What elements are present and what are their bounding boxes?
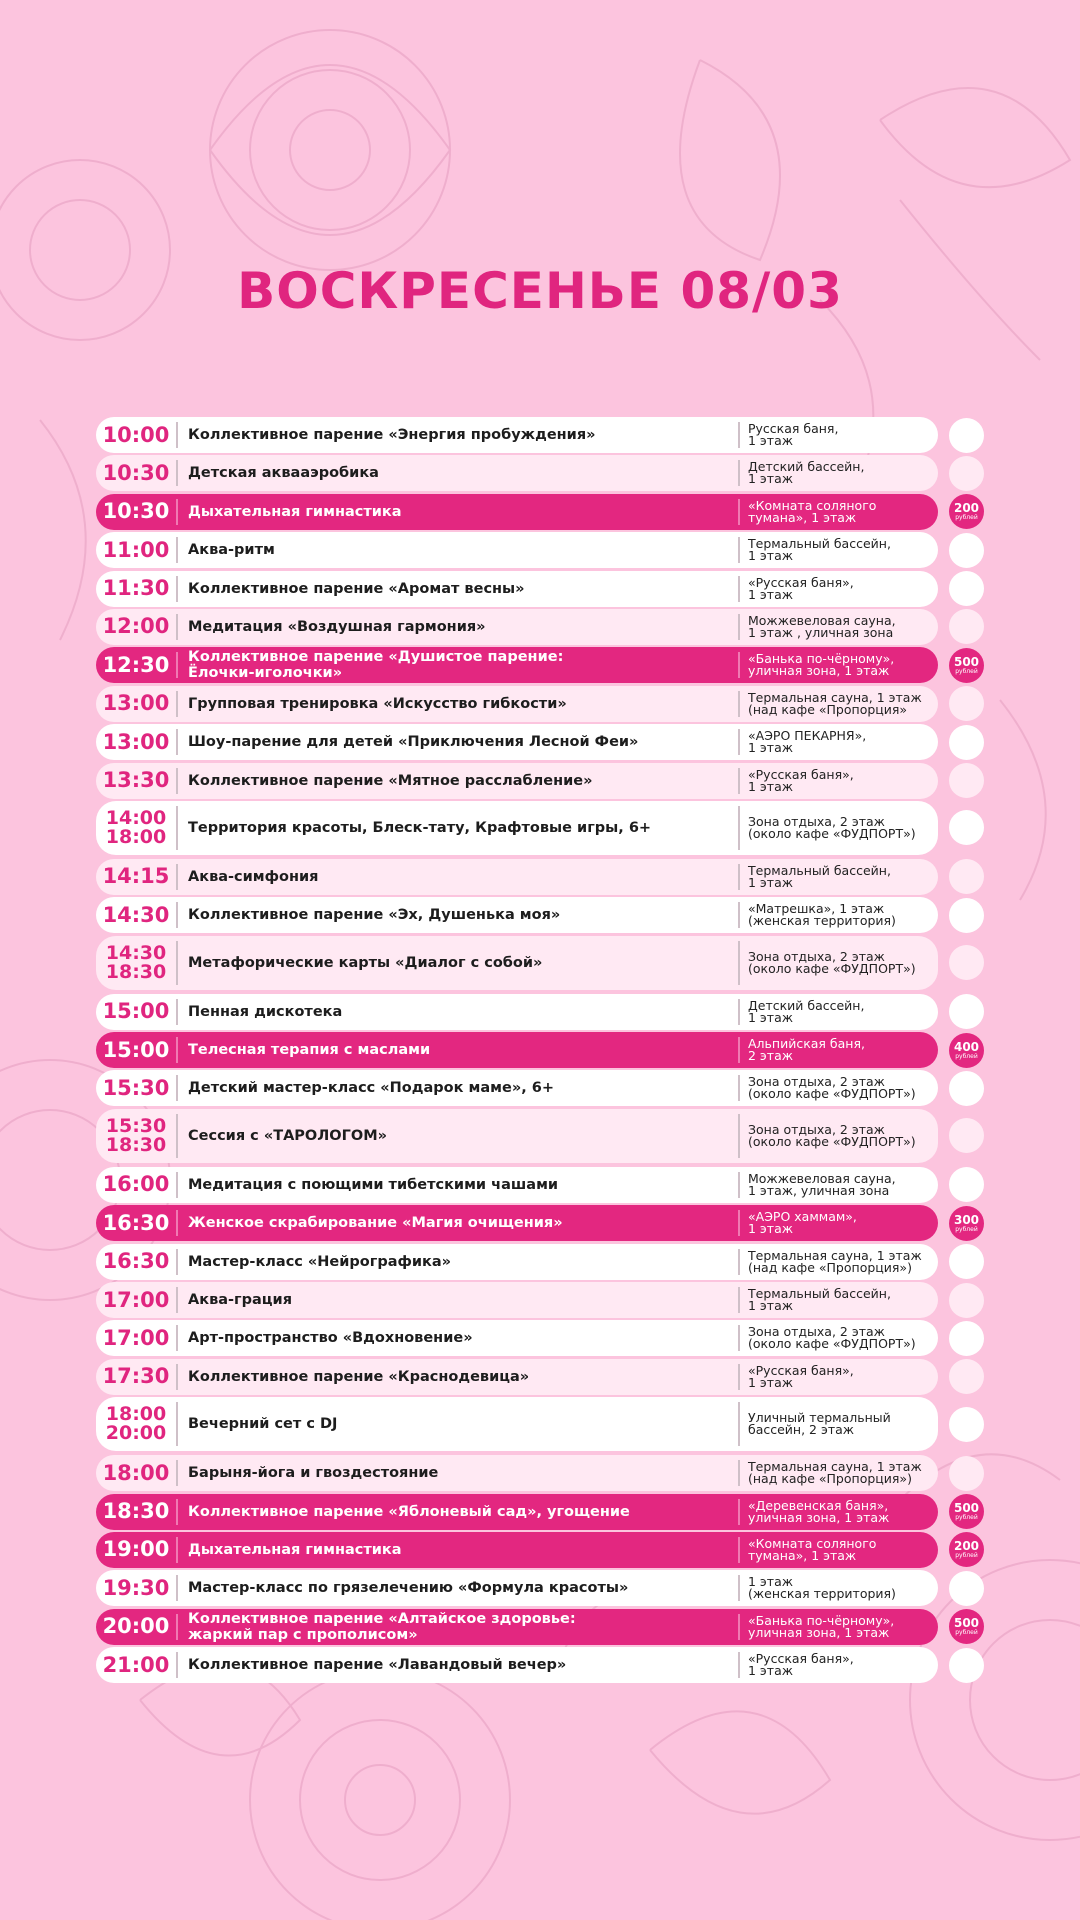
price-badge-empty	[949, 1118, 984, 1153]
event-name: Метафорические карты «Диалог с собой»	[188, 954, 543, 971]
price-badge-empty	[949, 418, 984, 453]
schedule-row	[96, 1396, 984, 1454]
event-time: 15:00	[102, 1037, 170, 1062]
schedule-list	[96, 416, 984, 1685]
price-badge-empty	[949, 1244, 984, 1279]
price-value: 200	[953, 1539, 980, 1554]
event-name: Сессия с «ТАРОЛОГОМ»	[188, 1127, 387, 1144]
schedule-row-bar	[96, 936, 938, 990]
price-badge	[949, 648, 984, 683]
event-location: Детский бассейн, 1 этаж	[748, 997, 865, 1025]
event-time: 10:30	[102, 499, 170, 524]
event-time: 18:00	[102, 1460, 170, 1485]
event-name: Медитация с поющими тибетскими чашами	[188, 1176, 559, 1193]
schedule-row	[96, 723, 984, 761]
price-currency: рублей	[955, 1225, 978, 1233]
event-name: Телесная терапия с маслами	[188, 1042, 431, 1059]
price-value: 500	[953, 1501, 980, 1516]
price-badge-empty	[949, 945, 984, 980]
price-badge-empty	[949, 609, 984, 644]
event-location: Термальная сауна, 1 этаж (над кафе «Пропорция»)	[748, 1247, 922, 1275]
event-time: 15:30 18:30	[105, 1114, 167, 1156]
page-title: ВОСКРЕСЕНЬЕ 08/03	[237, 262, 843, 320]
event-name: Коллективное парение «Яблоневый сад», угощение	[188, 1503, 630, 1520]
event-time: 14:15	[102, 864, 170, 889]
price-currency: рублей	[955, 1514, 978, 1522]
schedule-row	[96, 1531, 984, 1569]
event-location: «Банька по-чёрному», уличная зона, 1 этаж	[748, 651, 895, 679]
event-location: Детский бассейн, 1 этаж	[748, 459, 865, 487]
schedule-row-bar	[96, 1205, 938, 1241]
event-time: 18:30	[102, 1499, 170, 1524]
event-location: Зона отдыха, 2 этаж (около кафе «ФУДПОРТ»)	[748, 948, 916, 976]
price-badge-empty	[949, 1456, 984, 1491]
event-location: Зона отдыха, 2 этаж (около кафе «ФУДПОРТ»)	[748, 1324, 916, 1352]
schedule-row-bar	[96, 647, 938, 683]
price-badge	[949, 1033, 984, 1068]
event-time: 10:00	[102, 422, 170, 447]
price-badge-empty	[949, 725, 984, 760]
event-location: «Русская баня», 1 этаж	[748, 1651, 854, 1679]
schedule-row	[96, 608, 984, 646]
schedule-row	[96, 1166, 984, 1204]
event-location: Можжевеловая сауна, 1 этаж, уличная зона	[748, 1170, 896, 1198]
price-badge-empty	[949, 898, 984, 933]
event-location: Альпийская баня, 2 этаж	[748, 1036, 865, 1064]
price-badge-empty	[949, 1407, 984, 1442]
event-location: «Банька по-чёрному», уличная зона, 1 этаж	[748, 1612, 895, 1640]
event-time: 19:00	[102, 1537, 170, 1562]
schedule-row-bar	[96, 1397, 938, 1451]
schedule-row-bar	[96, 1070, 938, 1106]
event-location: «Комната соляного тумана», 1 этаж	[748, 497, 877, 525]
event-time: 10:30	[102, 460, 170, 485]
price-badge	[949, 1494, 984, 1529]
price-badge-empty	[949, 763, 984, 798]
schedule-row-bar	[96, 1032, 938, 1068]
price-badge-empty	[949, 571, 984, 606]
schedule-row-bar	[96, 1647, 938, 1683]
price-currency: рублей	[955, 1552, 978, 1560]
event-location: Термальный бассейн, 1 этаж	[748, 862, 891, 890]
event-name: Детский мастер-класс «Подарок маме», 6+	[188, 1080, 554, 1097]
event-name: Территория красоты, Блеск-тату, Крафтовые игры, 6+	[188, 819, 652, 836]
schedule-row	[96, 493, 984, 531]
event-name: Аква-симфония	[188, 868, 319, 885]
event-location: Термальный бассейн, 1 этаж	[748, 1286, 891, 1314]
price-value: 200	[953, 501, 980, 516]
event-time: 20:00	[102, 1614, 170, 1639]
event-time: 18:00 20:00	[105, 1403, 167, 1445]
schedule-row	[96, 570, 984, 608]
schedule-row-bar	[96, 1494, 938, 1530]
schedule-row-bar	[96, 1609, 938, 1645]
event-name: Коллективное парение «Алтайское здоровье: жаркий пар с прополисом»	[188, 1610, 576, 1643]
event-time: 13:00	[102, 729, 170, 754]
event-time: 13:00	[102, 691, 170, 716]
schedule-row	[96, 1608, 984, 1646]
schedule-row-bar	[96, 417, 938, 453]
event-location: Зона отдыха, 2 этаж (около кафе «ФУДПОРТ»)	[748, 813, 916, 841]
schedule-row-bar	[96, 1167, 938, 1203]
event-name: Арт-пространство «Вдохновение»	[188, 1330, 473, 1347]
price-badge-empty	[949, 859, 984, 894]
schedule-row	[96, 1281, 984, 1319]
event-location: Можжевеловая сауна, 1 этаж , уличная зона	[748, 612, 896, 640]
price-badge-empty	[949, 1071, 984, 1106]
event-name: Вечерний сет с DJ	[188, 1416, 338, 1433]
event-name: Коллективное парение «Эх, Душенька моя»	[188, 907, 561, 924]
event-location: «АЭРО ПЕКАРНЯ», 1 этаж	[748, 728, 867, 756]
schedule-row	[96, 1319, 984, 1357]
event-name: Коллективное парение «Мятное расслабление»	[188, 772, 593, 789]
schedule-row-bar	[96, 1244, 938, 1280]
price-badge	[949, 494, 984, 529]
price-badge	[949, 1206, 984, 1241]
price-badge-empty	[949, 686, 984, 721]
schedule-row	[96, 1493, 984, 1531]
price-badge-empty	[949, 1648, 984, 1683]
price-currency: рублей	[955, 1052, 978, 1060]
schedule-row-bar	[96, 1532, 938, 1568]
price-badge-empty	[949, 810, 984, 845]
price-value: 500	[953, 1616, 980, 1631]
schedule-row	[96, 1069, 984, 1107]
event-time: 11:00	[102, 537, 170, 562]
schedule-row-bar	[96, 571, 938, 607]
price-badge	[949, 1609, 984, 1644]
price-badge-empty	[949, 1321, 984, 1356]
schedule-row-bar	[96, 763, 938, 799]
event-name: Дыхательная гимнастика	[188, 503, 402, 520]
schedule-row	[96, 858, 984, 896]
event-time: 16:30	[102, 1249, 170, 1274]
event-name: Групповая тренировка «Искусство гибкости»	[188, 695, 567, 712]
schedule-row-bar	[96, 724, 938, 760]
event-time: 16:30	[102, 1210, 170, 1235]
event-name: Медитация «Воздушная гармония»	[188, 618, 486, 635]
schedule-row	[96, 762, 984, 800]
event-location: Термальная сауна, 1 этаж (над кафе «Пропорция»	[748, 689, 922, 717]
schedule-row-bar	[96, 494, 938, 530]
event-time: 17:30	[102, 1364, 170, 1389]
price-badge-empty	[949, 1283, 984, 1318]
price-badge	[949, 1532, 984, 1567]
schedule-row-bar	[96, 994, 938, 1030]
event-name: Коллективное парение «Энергия пробуждения»	[188, 427, 596, 443]
event-time: 14:30	[102, 902, 170, 927]
schedule-row	[96, 1569, 984, 1607]
price-currency: рублей	[955, 667, 978, 675]
schedule-row-bar	[96, 609, 938, 645]
event-location: «Русская баня», 1 этаж	[748, 574, 854, 602]
event-location: 1 этаж (женская территория)	[748, 1574, 896, 1602]
event-location: Зона отдыха, 2 этаж (около кафе «ФУДПОРТ»)	[748, 1121, 916, 1149]
event-name: Коллективное парение «Лавандовый вечер»	[188, 1657, 567, 1674]
price-badge-empty	[949, 1167, 984, 1202]
schedule-row	[96, 1243, 984, 1281]
schedule-row-bar	[96, 686, 938, 722]
schedule-row	[96, 416, 984, 454]
event-time: 17:00	[102, 1325, 170, 1350]
event-name: Детская аквааэробика	[188, 465, 379, 482]
event-name: Дыхательная гимнастика	[188, 1541, 402, 1558]
event-name: Коллективное парение «Краснодевица»	[188, 1368, 530, 1385]
event-name: Коллективное парение «Душистое парение: Ёлочки-иголочки»	[188, 649, 564, 682]
event-time: 14:30 18:30	[105, 941, 167, 983]
schedule-row	[96, 1204, 984, 1242]
event-name: Аква-грация	[188, 1292, 292, 1309]
event-time: 19:30	[102, 1575, 170, 1600]
event-location: Зона отдыха, 2 этаж (около кафе «ФУДПОРТ»)	[748, 1074, 916, 1102]
schedule-row	[96, 1646, 984, 1684]
schedule-row	[96, 1358, 984, 1396]
schedule-row-bar	[96, 1455, 938, 1491]
event-location: Термальный бассейн, 1 этаж	[748, 536, 891, 564]
price-badge-empty	[949, 1571, 984, 1606]
schedule-row-bar	[96, 1282, 938, 1318]
schedule-row-bar	[96, 801, 938, 855]
event-name: Женское скрабирование «Магия очищения»	[188, 1215, 563, 1232]
event-time: 13:30	[102, 768, 170, 793]
schedule-row	[96, 454, 984, 492]
schedule-row	[96, 993, 984, 1031]
event-name: Мастер-класс «Нейрографика»	[188, 1253, 452, 1270]
price-currency: рублей	[955, 1629, 978, 1637]
event-name: Барыня-йога и гвоздестояние	[188, 1465, 439, 1482]
schedule-row	[96, 800, 984, 858]
schedule-row-bar	[96, 1320, 938, 1356]
price-badge-empty	[949, 1359, 984, 1394]
event-location: Термальная сауна, 1 этаж (над кафе «Пропорция»)	[748, 1459, 922, 1487]
price-badge-empty	[949, 456, 984, 491]
event-name: Аква-ритм	[188, 542, 275, 559]
schedule-row	[96, 935, 984, 993]
schedule-row	[96, 1108, 984, 1166]
event-time: 12:00	[102, 614, 170, 639]
event-time: 14:00 18:00	[105, 806, 167, 848]
price-value: 500	[953, 654, 980, 669]
price-value: 300	[953, 1212, 980, 1227]
event-location: Русская баня, 1 этаж	[748, 421, 839, 448]
event-name: Шоу-парение для детей «Приключения Лесной Феи»	[188, 734, 639, 751]
schedule-row	[96, 1454, 984, 1492]
event-time: 15:30	[102, 1075, 170, 1100]
event-time: 21:00	[102, 1652, 170, 1677]
price-value: 400	[953, 1039, 980, 1054]
schedule-row	[96, 685, 984, 723]
event-location: «Деревенская баня», уличная зона, 1 этаж	[748, 1497, 890, 1525]
schedule-row	[96, 896, 984, 934]
schedule-row-bar	[96, 455, 938, 491]
event-name: Мастер-класс по грязелечению «Формула красоты»	[188, 1580, 629, 1597]
event-name: Коллективное парение «Аромат весны»	[188, 580, 525, 597]
event-time: 12:30	[102, 652, 170, 677]
schedule-row-bar	[96, 1359, 938, 1395]
schedule-row	[96, 531, 984, 569]
event-location: «Русская баня», 1 этаж	[748, 1362, 854, 1390]
schedule-row-bar	[96, 897, 938, 933]
event-time: 11:30	[102, 576, 170, 601]
event-location: «Комната соляного тумана», 1 этаж	[748, 1535, 877, 1563]
event-time: 15:00	[102, 999, 170, 1024]
price-badge-empty	[949, 994, 984, 1029]
event-name: Пенная дискотека	[188, 1003, 343, 1020]
price-badge-empty	[949, 533, 984, 568]
event-location: «Русская баня», 1 этаж	[748, 766, 854, 794]
schedule-row-bar	[96, 532, 938, 568]
schedule-row-bar	[96, 1570, 938, 1606]
price-currency: рублей	[955, 514, 978, 522]
schedule-row-bar	[96, 859, 938, 895]
event-location: Уличный термальный бассейн, 2 этаж	[748, 1410, 891, 1438]
event-location: «АЭРО хаммам», 1 этаж	[748, 1209, 857, 1237]
schedule-row	[96, 1031, 984, 1069]
event-time: 17:00	[102, 1287, 170, 1312]
event-time: 16:00	[102, 1172, 170, 1197]
schedule-row	[96, 646, 984, 684]
schedule-row-bar	[96, 1109, 938, 1163]
event-location: «Матрешка», 1 этаж (женская территория)	[748, 901, 896, 929]
